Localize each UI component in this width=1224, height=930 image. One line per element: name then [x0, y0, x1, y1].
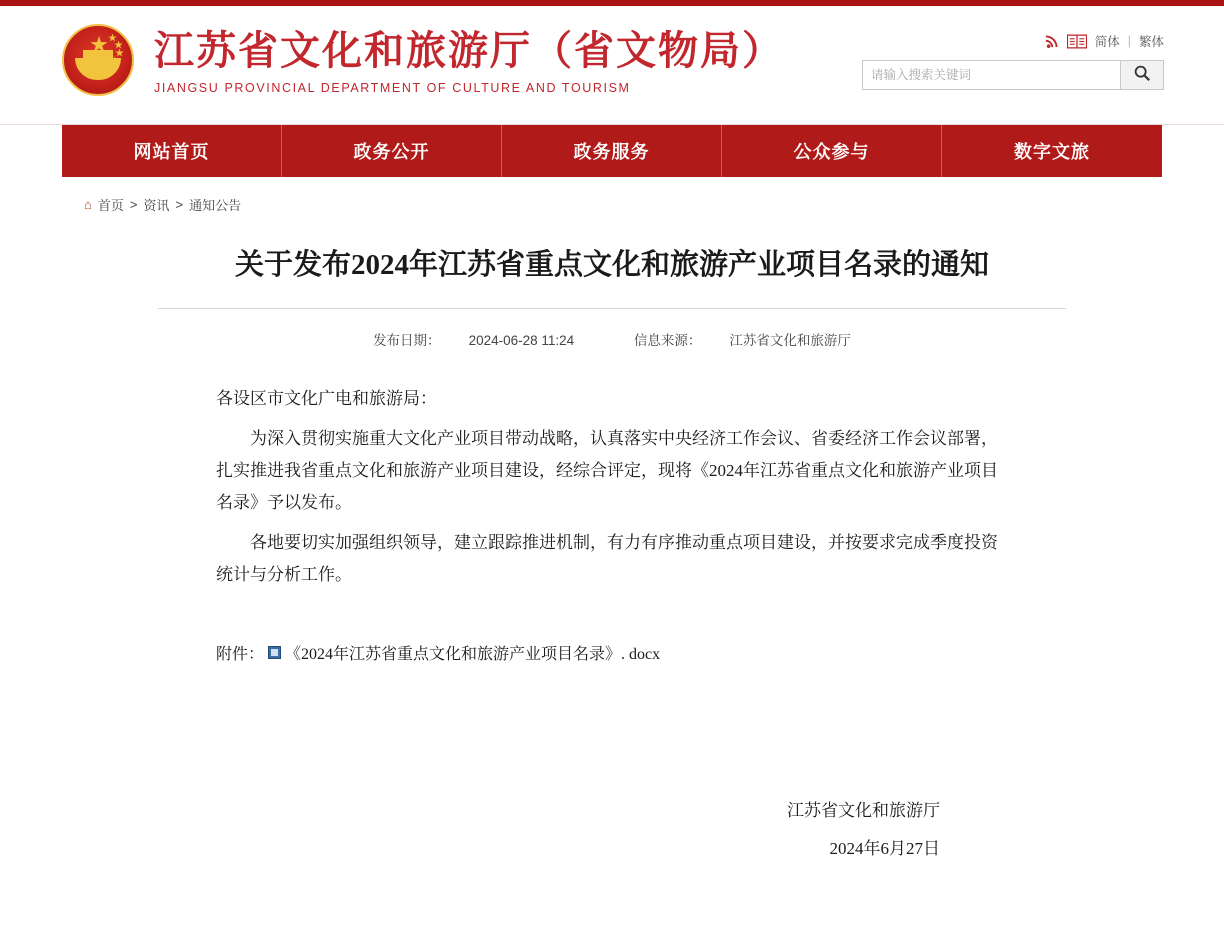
nav-public-participation[interactable]: 公众参与 [722, 125, 942, 177]
signature-date: 2024年6月27日 [829, 839, 940, 858]
book-icon[interactable] [1067, 34, 1087, 49]
article-meta [158, 309, 1066, 349]
site-title-cn: 江苏省文化和旅游厅（省文物局） [154, 28, 784, 73]
header-utilities [862, 32, 1164, 90]
nav-digital-culture-tourism[interactable]: 数字文旅 [942, 125, 1162, 177]
breadcrumb-separator-1: > [129, 197, 138, 212]
lang-traditional-link[interactable]: 繁体 [1138, 35, 1164, 49]
lang-separator: | [1127, 34, 1131, 48]
article-body [158, 349, 1066, 591]
nav-government-services[interactable]: 政务服务 [502, 125, 722, 177]
site-title-en: JIANGSU PROVINCIAL DEPARTMENT OF CULTURE AND TOURISM [154, 81, 631, 95]
attachment-label: 附件： [216, 646, 265, 663]
article-paragraph-2: 各地要切实加强组织领导，建立跟踪推进机制，有力有序推动重点项目建设，并按要求完成季度投资统计与分析工作。 [216, 533, 998, 584]
lang-simplified-link[interactable]: 简体 [1094, 35, 1120, 49]
home-icon[interactable]: ⌂ [84, 197, 92, 212]
attachment-link[interactable]: 《2024年江苏省重点文化和旅游产业项目名录》. docx [285, 646, 661, 663]
article-source [620, 333, 865, 348]
article-paragraph-salutation: 各设区市文化广电和旅游局： [216, 389, 437, 408]
breadcrumb-separator-2: > [175, 197, 184, 212]
signature-org: 江苏省文化和旅游厅 [787, 801, 940, 820]
main-nav [0, 125, 1224, 177]
national-emblem-icon: ★ ★ ★ ★ ★ [62, 24, 134, 96]
breadcrumb-item-home[interactable]: 首页 [97, 198, 124, 213]
nav-home[interactable]: 网站首页 [62, 125, 282, 177]
attachment-row [158, 599, 1066, 664]
search-box[interactable] [862, 60, 1164, 90]
source-label: 信息来源： [633, 333, 702, 348]
breadcrumb [0, 177, 1224, 214]
doc-file-icon [268, 646, 281, 659]
breadcrumb-item-announcements[interactable]: 通知公告 [189, 198, 242, 213]
publish-date-value: 2024-06-28 11:24 [468, 333, 575, 348]
site-header [0, 6, 1224, 125]
breadcrumb-item-news[interactable]: 资讯 [143, 198, 170, 213]
article-paragraph-1: 为深入贯彻实施重大文化产业项目带动战略，认真落实中央经济工作会议、省委经济工作会议部署，扎实推进我省重点文化和旅游产业项目建设，经综合评定，现将《2024年江苏省重点文化和旅游产业项目名录》予以发布。 [216, 429, 998, 512]
nav-government-affairs[interactable]: 政务公开 [282, 125, 502, 177]
source-value: 江苏省文化和旅游厅 [729, 333, 851, 348]
search-button[interactable] [1120, 60, 1164, 90]
rss-icon[interactable] [1044, 34, 1059, 49]
site-logo[interactable] [62, 24, 784, 96]
search-input[interactable] [862, 60, 1120, 90]
article [158, 214, 1066, 868]
publish-date [359, 333, 592, 348]
page-title: 关于发布2024年江苏省重点文化和旅游产业项目名录的通知 [158, 244, 1066, 309]
publish-date-label: 发布日期： [373, 333, 441, 348]
search-icon [1133, 64, 1151, 87]
article-signature [158, 792, 1066, 868]
